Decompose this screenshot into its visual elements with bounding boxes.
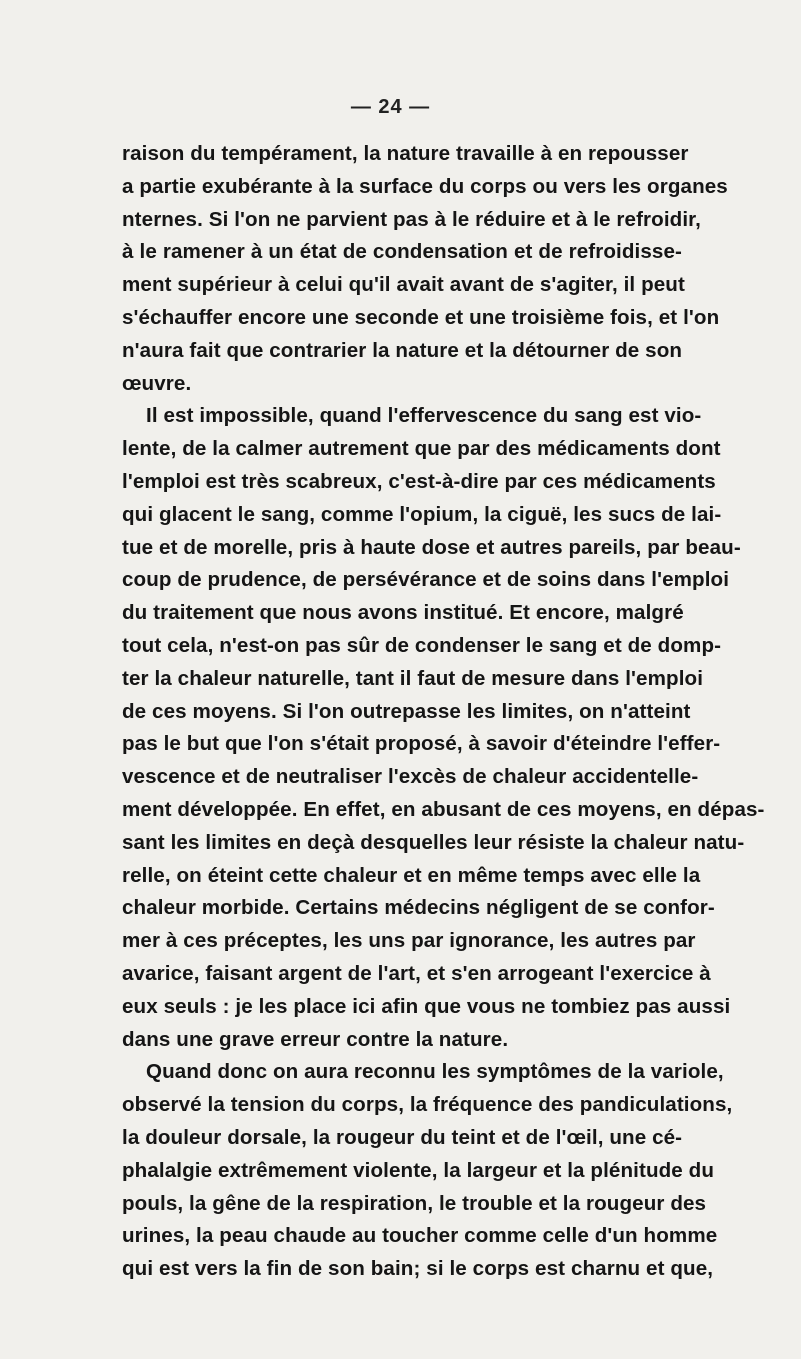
text-line: à le ramener à un état de condensation et de refroidisse- (122, 240, 682, 264)
text-line: œuvre. (122, 371, 192, 395)
text-line: qui est vers la fin de son bain; si le corps est charnu et que, (122, 1257, 714, 1281)
text-line: la douleur dorsale, la rougeur du teint et de l'œil, une cé- (122, 1125, 683, 1149)
text-line: eux seuls : je les place ici afin que vous ne tombiez pas aussi (122, 994, 731, 1018)
text-line: phalalgie extrêmement violente, la largeur et la plénitude du (122, 1158, 715, 1182)
text-line: ment supérieur à celui qu'il avait avant de s'agiter, il peut (122, 273, 685, 297)
text-line: s'échauffer encore une seconde et une troisième fois, et l'on (122, 305, 720, 329)
text-line: lente, de la calmer autrement que par des médicaments dont (122, 437, 721, 461)
text-line: relle, on éteint cette chaleur et en même temps avec elle la (122, 863, 701, 887)
text-line: mer à ces préceptes, les uns par ignorance, les autres par (122, 929, 696, 953)
text-line: pas le but que l'on s'était proposé, à savoir d'éteindre l'effer- (122, 732, 721, 756)
page-number: — 24 — (350, 96, 431, 118)
text-line: n'aura fait que contrarier la nature et la détourner de son (122, 338, 683, 362)
text-line: l'emploi est très scabreux, c'est-à-dire par ces médicaments (122, 469, 716, 493)
text-line: urines, la peau chaude au toucher comme celle d'un homme (122, 1224, 718, 1248)
text-line: dans une grave erreur contre la nature. (122, 1027, 509, 1051)
text-line: sant les limites en deçà desquelles leur résiste la chaleur natu- (122, 830, 745, 854)
text-line: de ces moyens. Si l'on outrepasse les limites, on n'atteint (122, 699, 691, 723)
text-line: nternes. Si l'on ne parvient pas à le réduire et à le refroidir, (122, 207, 701, 231)
text-line: tue et de morelle, pris à haute dose et autres pareils, par beau- (122, 535, 741, 559)
text-line: du traitement que nous avons institué. Et encore, malgré (122, 601, 684, 625)
text-line: ment développée. En effet, en abusant de ces moyens, en dépas- (122, 797, 765, 821)
body-text (122, 138, 765, 1286)
text-line: raison du tempérament, la nature travaille à en repousser (122, 142, 689, 165)
paragraph-start-line: Il est impossible, quand l'effervescence du sang est vio- (146, 404, 702, 428)
text-line: tout cela, n'est-on pas sûr de condenser le sang et de domp- (122, 633, 722, 657)
text-line: observé la tension du corps, la fréquence des pandiculations, (122, 1093, 733, 1117)
text-line: a partie exubérante à la surface du corps ou vers les organes (122, 174, 728, 198)
text-line: pouls, la gêne de la respiration, le trouble et la rougeur des (122, 1191, 707, 1215)
text-line: coup de prudence, de persévérance et de soins dans l'emploi (122, 568, 730, 592)
text-line: qui glacent le sang, comme l'opium, la ciguë, les sucs de lai- (122, 502, 722, 526)
text-line: avarice, faisant argent de l'art, et s'en arrogeant l'exercice à (122, 961, 711, 985)
text-line: chaleur morbide. Certains médecins négligent de se confor- (122, 896, 715, 920)
text-line: ter la chaleur naturelle, tant il faut de mesure dans l'emploi (122, 666, 704, 690)
text-line: vescence et de neutraliser l'excès de chaleur accidentelle- (122, 765, 699, 789)
paragraph-start-line: Quand donc on aura reconnu les symptômes de la variole, (146, 1060, 724, 1084)
